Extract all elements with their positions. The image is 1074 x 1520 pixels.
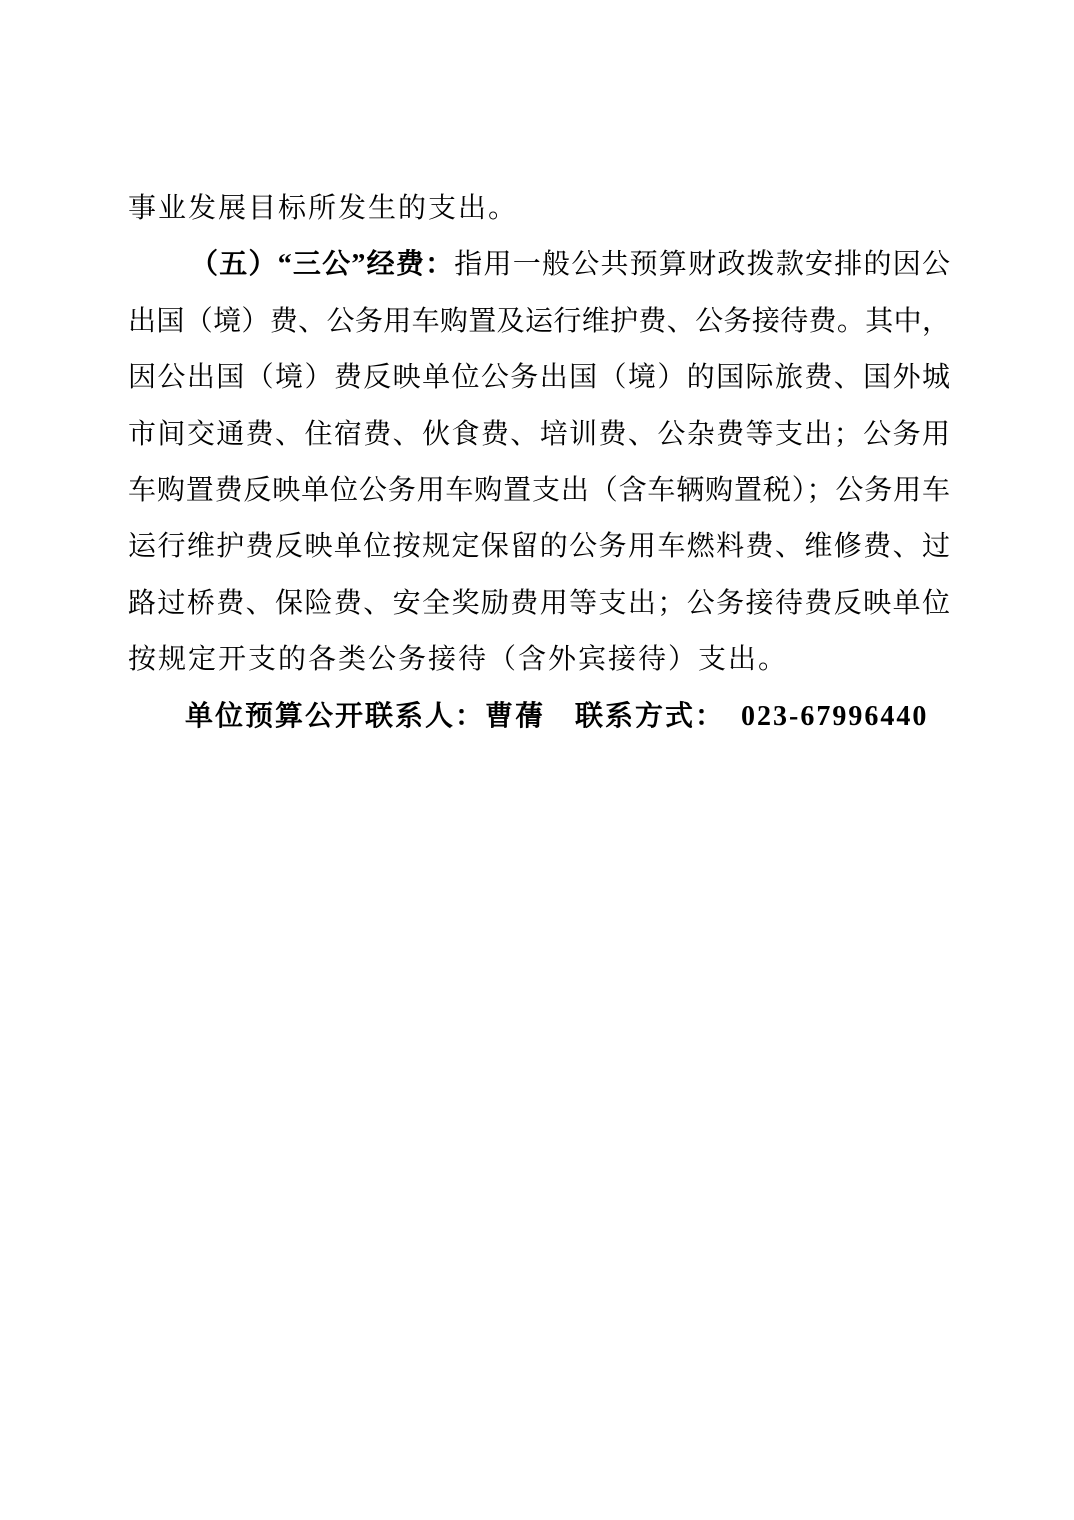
text-line — [128, 576, 950, 632]
text-line — [128, 407, 950, 463]
text-line — [128, 237, 950, 293]
text-line — [128, 689, 950, 745]
text-line — [128, 294, 950, 350]
text-segment: 因公出国（境）费反映单位公务出国（境）的国际旅费、国外城 — [128, 362, 950, 394]
text-segment: 路过桥费、保险费、安全奖励费用等支出；公务接待费反映单位 — [128, 587, 950, 619]
text-line — [128, 632, 950, 688]
text-line — [128, 519, 950, 575]
bold-text-segment: 单位预算公开联系人：曹蒨 联系方式： 023-67996440 — [185, 700, 929, 732]
text-line — [128, 463, 950, 519]
text-segment: 车购置费反映单位公务用车购置支出（含车辆购置税）；公务用车 — [128, 474, 950, 506]
bold-text-segment: （五）“三公”经费： — [190, 249, 455, 281]
text-segment: 出国（境）费、公务用车购置及运行维护费、公务接待费。其中， — [128, 305, 950, 337]
text-segment: 事业发展目标所发生的支出。 — [128, 193, 519, 224]
text-segment: 运行维护费反映单位按规定保留的公务用车燃料费、维修费、过 — [128, 531, 950, 563]
text-line — [128, 181, 950, 237]
text-line — [128, 350, 950, 406]
text-segment: 指用一般公共预算财政拨款安排的因公 — [454, 249, 950, 281]
text-segment: 按规定开支的各类公务接待（含外宾接待）支出。 — [128, 644, 789, 676]
text-segment: 市间交通费、住宿费、伙食费、培训费、公杂费等支出；公务用 — [128, 418, 950, 450]
text-block — [128, 181, 950, 745]
